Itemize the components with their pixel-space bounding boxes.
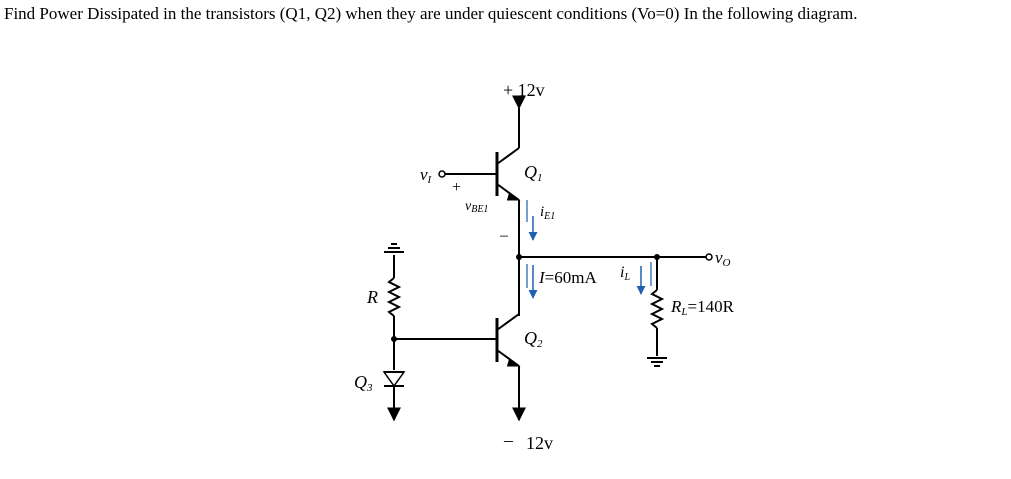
vo-label: vO	[715, 248, 731, 269]
q3-label: Q3	[354, 372, 373, 394]
ie1-label: $i_{E1}$	[540, 204, 556, 222]
il-label: iL	[620, 264, 631, 283]
vbe-label: vBE1	[465, 199, 489, 215]
r-ground-symbol	[384, 244, 404, 252]
q2-label: Q2	[524, 328, 543, 350]
q2-transistor	[497, 314, 519, 366]
rl-ground-symbol	[647, 358, 667, 366]
rl-label: RL=140R	[671, 297, 734, 318]
r-resistor	[389, 278, 399, 316]
r-label: R	[367, 287, 378, 307]
q3-diode	[384, 372, 404, 420]
i-source-label: I=60mA	[539, 268, 597, 287]
vee-label: 12v	[526, 433, 553, 453]
question-text: Find Power Dissipated in the transistors (Q1, Q2) when they are under quiescent conditions (Vo=0) In the following diagram.	[4, 4, 858, 23]
q1-label: Q1	[524, 162, 543, 184]
vbe-minus-label: –	[500, 227, 508, 244]
q1-transistor	[497, 148, 519, 200]
vcc-label: + 12v	[503, 80, 545, 100]
vbe-plus-label: +	[452, 179, 462, 196]
vi-label: vI	[420, 165, 432, 186]
vee-sign: –	[504, 430, 513, 450]
rl-resistor	[652, 290, 662, 328]
